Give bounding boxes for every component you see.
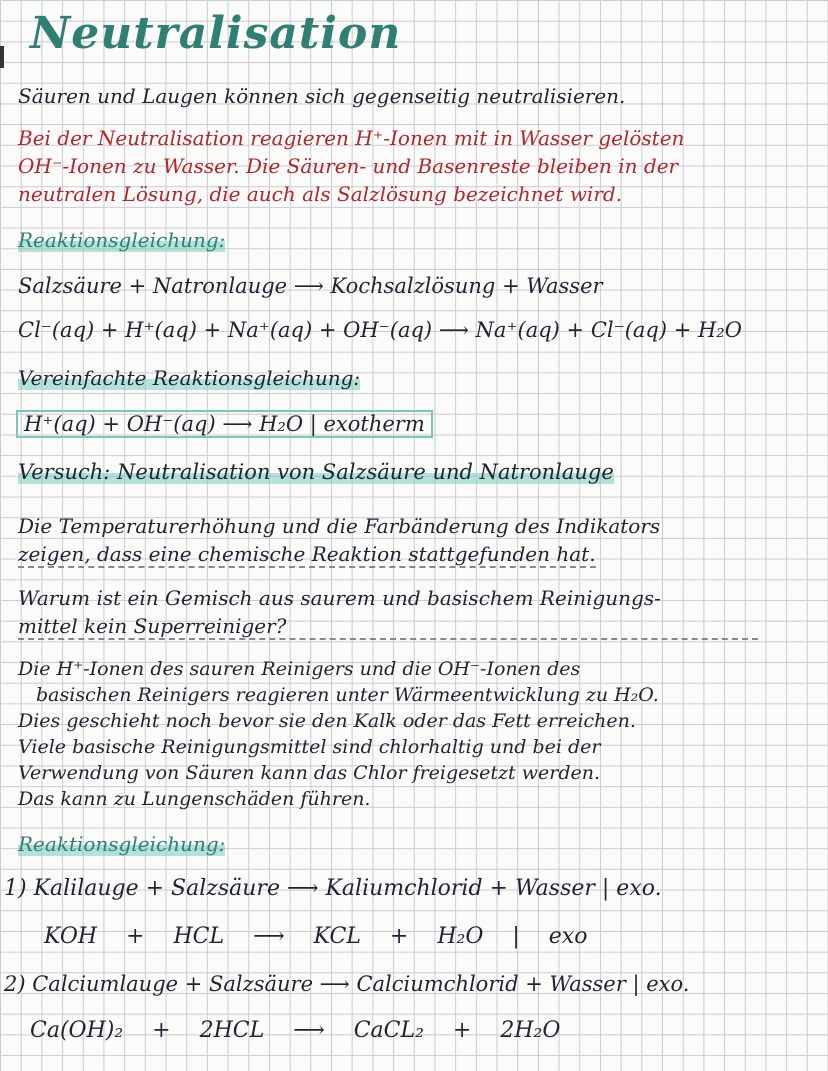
intro-text: Säuren und Laugen können sich gegenseitig neutralisieren.	[18, 84, 626, 108]
question-line-2: mittel kein Superreiniger?	[18, 614, 758, 640]
answer-line-2: basischen Reinigers reagieren unter Wärmeentwicklung zu H₂O.	[36, 684, 659, 706]
ion-equation: Cl⁻(aq) + H⁺(aq) + Na⁺(aq) + OH⁻(aq) ⟶ Na⁺(aq) + Cl⁻(aq) + H₂O	[18, 318, 742, 342]
answer-line-3: Dies geschieht noch bevor sie den Kalk oder das Fett erreichen.	[18, 710, 636, 732]
reaction-heading-2: Reaktionsgleichung:	[18, 832, 226, 856]
definition-line-1: Bei der Neutralisation reagieren H⁺-Ionen mit in Wasser gelösten	[18, 126, 685, 150]
definition-line-2: OH⁻-Ionen zu Wasser. Die Säuren- und Basenreste bleiben in der	[18, 154, 679, 178]
answer-line-1: Die H⁺-Ionen des sauren Reinigers und die OH⁻-Ionen des	[18, 658, 581, 680]
word-equation: Salzsäure + Natronlauge ⟶ Kochsalzlösung + Wasser	[18, 274, 603, 298]
definition-line-3: neutralen Lösung, die auch als Salzlösung bezeichnet wird.	[18, 182, 623, 206]
margin-marker	[0, 46, 4, 68]
question-line-1: Warum ist ein Gemisch aus saurem und basischem Reinigungs-	[18, 586, 661, 610]
reaction-2-formula: Ca(OH)₂ + 2HCL ⟶ CaCL₂ + 2H₂O	[30, 1018, 561, 1043]
answer-line-4: Viele basische Reinigungsmittel sind chlorhaltig und bei der	[18, 736, 601, 758]
reaction-heading: Reaktionsgleichung:	[18, 228, 226, 252]
reaction-1-words: 1) Kalilauge + Salzsäure ⟶ Kaliumchlorid + Wasser | exo.	[4, 876, 662, 901]
answer-line-5: Verwendung von Säuren kann das Chlor freigesetzt werden.	[18, 762, 600, 784]
page-title: Neutralisation	[30, 8, 402, 59]
simplified-heading: Vereinfachte Reaktionsgleichung:	[18, 366, 361, 390]
simplified-equation: H⁺(aq) + OH⁻(aq) ⟶ H₂O | exotherm	[16, 410, 433, 438]
reaction-2-words: 2) Calciumlauge + Salzsäure ⟶ Calciumchlorid + Wasser | exo.	[4, 972, 690, 996]
reaction-1-formula: KOH + HCL ⟶ KCL + H₂O | exo	[44, 924, 588, 949]
observation-line-1: Die Temperaturerhöhung und die Farbänderung des Indikators	[18, 514, 661, 538]
experiment-title: Versuch: Neutralisation von Salzsäure und Natronlauge	[18, 460, 614, 484]
observation-line-2: zeigen, dass eine chemische Reaktion stattgefunden hat.	[18, 542, 596, 566]
answer-line-6: Das kann zu Lungenschäden führen.	[18, 788, 371, 810]
